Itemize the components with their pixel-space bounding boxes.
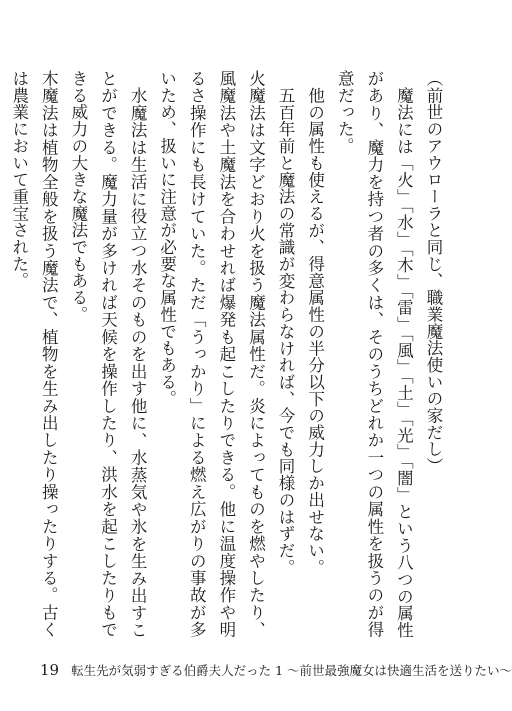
paragraph: 木魔法は植物全般を扱う魔法で、植物を生み出したり操ったりする。古くは農業において重宝された。: [9, 70, 59, 638]
paragraph: 他の属性も使えるが、得意属性の半分以下の威力しか出せない。: [305, 86, 325, 576]
paragraph: （前世のアウローラと同じ、職業魔法使いの家だし）: [424, 70, 443, 475]
paragraph: 魔法には「火」「水」「木」「雷」「風」「土」「光」「闇」という八つの属性があり、魔力を持つ者の多くは、そのうちどれか一つの属性を扱うのが得意だった。: [335, 70, 414, 638]
paragraph: 五百年前と魔法の常識が変わらなければ、今でも同様のはずだ。: [276, 86, 296, 576]
page-footer: [40, 661, 512, 679]
body-text: [9, 70, 448, 638]
running-title: 転生先が気弱すぎる伯爵夫人だった 1 〜前世最強魔女は快適生活を送りたい〜: [71, 663, 512, 678]
paragraph: 火魔法は文字どおり火を扱う魔法属性だ。炎によってものを燃やしたり、風魔法や土魔法を合わせれば爆発も起こしたりできる。他に温度操作や明るさ操作にも長けていた。ただ「うっかり」による燃え広がりの事故が多いため、扱いに注意が必要な属性でもある。: [157, 70, 266, 638]
paragraph: [0, 70, 4, 638]
page-number: 19: [40, 661, 60, 679]
paragraph: 水魔法は生活に役立つ水そのものを出す他に、水蒸気や氷を生み出すことができる。魔力量が多ければ天候を操作したり、洪水を起こしたりもできる威力の大きな魔法でもある。: [68, 70, 148, 638]
